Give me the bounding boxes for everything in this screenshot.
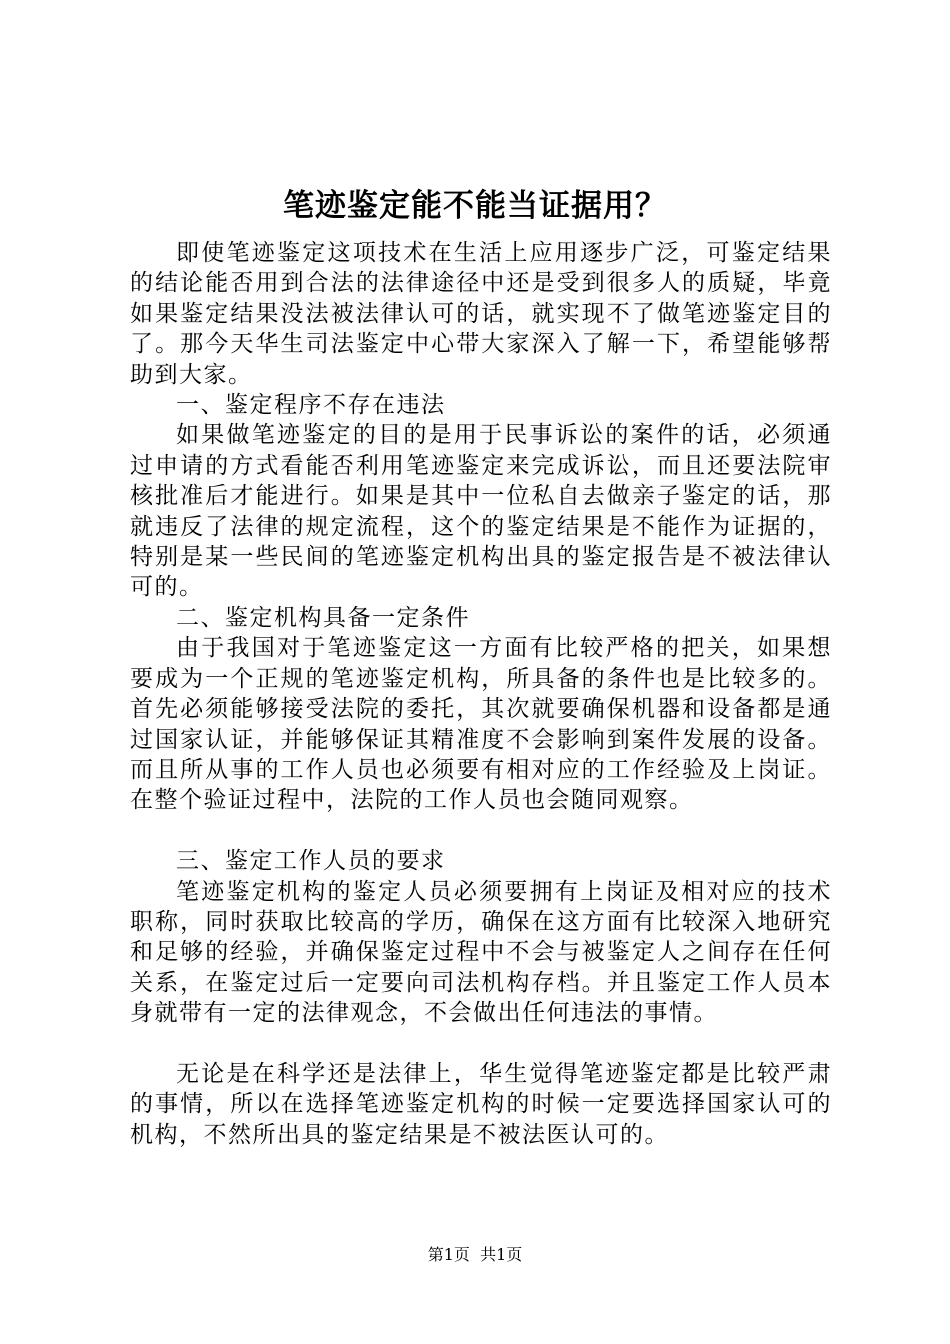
section-paragraph-3: 笔迹鉴定机构的鉴定人员必须要拥有上岗证及相对应的技术职称，同时获取比较高的学历，确保在这方面有比较深入地研究和足够的经验，并确保鉴定过程中不会与被鉴定人之间存在任何关系，在鉴定过后一定要向司法机构存档。并且鉴定工作人员本身就带有一定的法律观念，不会做出任何违法的事情。 <box>130 878 832 1027</box>
page-number: 第1页 <box>427 1245 470 1264</box>
paragraph-spacer <box>130 816 832 846</box>
page-total: 共1页 <box>480 1245 523 1264</box>
section-heading-3: 三、鉴定工作人员的要求 <box>176 848 446 875</box>
section-paragraph-1: 如果做笔迹鉴定的目的是用于民事诉讼的案件的话，必须通过申请的方式看能否利用笔迹鉴定来完成诉讼，而且还要法院审核批准后才能进行。如果是其中一位私自去做亲子鉴定的话，那就违反了法律的规定流程，这个的鉴定结果是不能作为证据的，特别是某一些民间的笔迹鉴定机构出具的鉴定报告是不被法律认可的。 <box>130 422 832 601</box>
document-title: 笔迹鉴定能不能当证据用？ <box>283 188 667 224</box>
paragraph-spacer <box>130 1029 832 1059</box>
intro-paragraph: 即使笔迹鉴定这项技术在生活上应用逐步广泛，可鉴定结果的结论能否用到合法的法律途径中还是受到很多人的质疑，毕竟如果鉴定结果没法被法律认可的话，就实现不了做笔迹鉴定目的了。那今天华生司法鉴定中心带大家深入了解一下，希望能够帮助到大家。 <box>130 240 832 388</box>
section-heading-1: 一、鉴定程序不存在违法 <box>176 392 446 419</box>
page-footer <box>0 1244 950 1266</box>
conclusion-paragraph: 无论是在科学还是法律上，华生觉得笔迹鉴定都是比较严肃的事情，所以在选择笔迹鉴定机构的时候一定要选择国家认可的机构，不然所出具的鉴定结果是不被法医认可的。 <box>130 1060 832 1148</box>
section-heading-2: 二、鉴定机构具备一定条件 <box>176 604 470 631</box>
section-paragraph-2: 由于我国对于笔迹鉴定这一方面有比较严格的把关，如果想要成为一个正规的笔迹鉴定机构，所具备的条件也是比较多的。首先必须能够接受法院的委托，其次就要确保机器和设备都是通过国家认证，并能够保证其精准度不会影响到案件发展的设备。而且所从事的工作人员也必须要有相对应的工作经验及上岗证。在整个验证过程中，法院的工作人员也会随同观察。 <box>130 635 832 814</box>
document-body <box>130 238 832 1150</box>
